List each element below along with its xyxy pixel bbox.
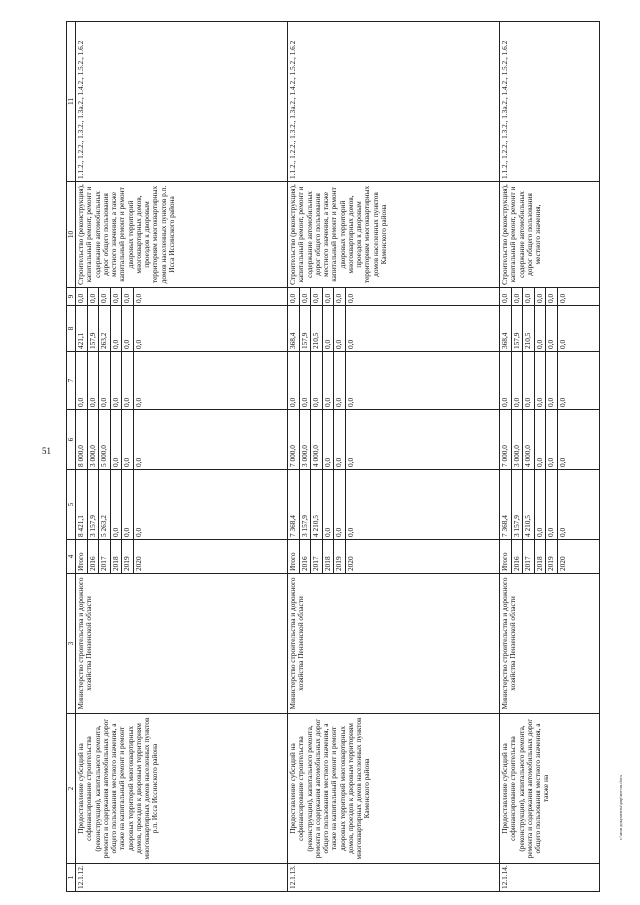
value-cell: 0,0 [334,410,346,469]
value-cell: 0,0 [122,288,134,305]
value-cell: 4 000,0 [311,410,323,469]
value-cell: 0,0 [557,339,567,349]
column-number: 1 [67,864,76,892]
value-cell: 0,0 [546,352,558,409]
value-cell: 0,0 [288,352,300,409]
value-cell: 157,9 [88,306,100,351]
row-id: 12.1.12. [76,864,288,892]
value-cell: 4 000,0 [523,410,535,469]
value-cell: 368,4 [500,306,512,351]
value-cell: 0,0 [288,288,300,305]
value-cell: 0,0 [557,457,567,467]
value-cell: 0,0 [546,306,558,351]
row-description: Предоставление субсидий на софинансирование строительства (реконструкции), капитального ремонта, ремонта и содержания автомобильных дорог общего пользования местного значения, а также на [500,714,600,864]
value-cell: 0,0 [88,288,100,305]
value-cell: 0,0 [111,470,123,539]
year-cell: 2017 [523,540,535,573]
column-number: 5 [67,470,76,540]
column-number: 7 [67,352,76,410]
value-cell: 0,0 [300,352,312,409]
row-years [288,540,500,574]
value-cell: 3 000,0 [300,410,312,469]
year-cell: 2020 [133,556,143,571]
value-cell: 4 210,5 [311,470,323,539]
row-local-funding [500,306,600,352]
value-cell: 8 000,0 [76,410,88,469]
rotated-table-container [66,22,598,892]
row-years [500,540,600,574]
row-federal-funding [500,352,600,410]
value-cell: 3 000,0 [512,410,524,469]
value-cell: 0,0 [323,306,335,351]
year-cell: 2019 [122,540,134,573]
year-cell: Итого [288,540,300,573]
year-cell: 2016 [88,540,100,573]
value-cell: 0,0 [557,293,567,303]
year-cell: 2020 [557,556,567,571]
row-other-funding [76,288,288,306]
value-cell: 0,0 [323,288,335,305]
value-cell: 0,0 [133,527,143,537]
value-cell: 0,0 [323,410,335,469]
value-cell: 8 421,1 [76,470,88,539]
value-cell: 5 000,0 [99,410,111,469]
value-cell: 7 000,0 [288,410,300,469]
row-executor: Министерство строительства и дорожного хозяйства Пензенской области [288,574,500,714]
row-federal-funding [76,352,288,410]
value-cell: 0,0 [88,352,100,409]
value-cell: 0,0 [133,293,143,303]
year-cell: 2016 [512,540,524,573]
row-local-funding [76,306,288,352]
value-cell: 0,0 [557,527,567,537]
value-cell: 0,0 [523,352,535,409]
value-cell: 4 210,5 [523,470,535,539]
year-cell: 2019 [546,540,558,573]
value-cell: 263,2 [99,306,111,351]
column-number: 9 [67,288,76,306]
row-result: Строительство (реконструкция), капитальный ремонт, ремонт и содержание автомобильных дорог общего пользования местного значения, [500,182,600,288]
value-cell: 0,0 [345,339,355,349]
value-cell: 0,0 [76,288,88,305]
row-indicators: 1.1.2., 1.2.2., 1.3.2., 1.3а.2., 1.4.2., 1.5.2., 1.6.2 [76,22,288,182]
row-id: 12.1.13. [288,864,500,892]
column-number: 4 [67,540,76,574]
row-result: Строительство (реконструкция), капитальный ремонт, ремонт и содержание автомобильных дорог общего пользования местного значения, а также капитальный ремонт и ремонт дворовых территорий многоквартирных домов, проездов к дворовым территориям многоквартирных домов населенных пунктов р.п. Исса Иссинского района [76,182,288,288]
row-executor: Министерство строительства и дорожного хозяйства Пензенской области [76,574,288,714]
value-cell: 0,0 [345,457,355,467]
value-cell: 0,0 [334,352,346,409]
value-cell: 0,0 [345,397,355,407]
value-cell: 0,0 [311,352,323,409]
row-result: Строительство (реконструкция), капитальный ремонт, ремонт и содержание автомобильных дорог общего пользования местного значения, а также капитальный ремонт и ремонт дворовых территорий многоквартирных домов, проездов к дворовым территориям многоквартирных домов населенных пунктов Каменского района [288,182,500,288]
column-number-row [67,22,76,892]
value-cell: 0,0 [133,397,143,407]
value-cell: 157,9 [300,306,312,351]
value-cell: 0,0 [535,288,547,305]
value-cell: 210,5 [523,306,535,351]
value-cell: 157,9 [512,306,524,351]
value-cell: 0,0 [500,352,512,409]
row-years [76,540,288,574]
year-cell: 2020 [345,556,355,571]
column-number: 2 [67,714,76,864]
row-description: Предоставление субсидий на софинансирование строительства (реконструкции), капитального ремонта, ремонта и содержания автомобильных дорог общего пользования местного значения, а также на капитальный ремонт и ремонт дворовых территорий многоквартирных домов, проездов к дворовым территориям многоквартирных домов населенных пунктов р.п. Исса Иссинского района [76,714,288,864]
row-other-funding [500,288,600,306]
value-cell: 3 157,9 [88,470,100,539]
page-number: 51 [42,446,51,456]
row-regional-funding [288,410,500,470]
value-cell: 7 000,0 [500,410,512,469]
value-cell: 0,0 [345,293,355,303]
row-total-funding [76,470,288,540]
column-number: 11 [67,22,76,182]
value-cell: 3 000,0 [88,410,100,469]
year-cell: 2018 [323,540,335,573]
value-cell: 0,0 [546,470,558,539]
year-cell: 2017 [99,540,111,573]
row-regional-funding [500,410,600,470]
value-cell: 0,0 [323,470,335,539]
year-cell: 2018 [111,540,123,573]
value-cell: 0,0 [500,288,512,305]
row-executor: Министерство строительства и дорожного хозяйства Пензенской области [500,574,600,714]
row-federal-funding [288,352,500,410]
row-other-funding [288,288,500,306]
value-cell: 0,0 [535,470,547,539]
value-cell: 5 263,2 [99,470,111,539]
value-cell: 0,0 [122,410,134,469]
value-cell: 0,0 [535,352,547,409]
value-cell: 0,0 [512,352,524,409]
value-cell: 0,0 [535,306,547,351]
footer-file-path: c:\мои документы\рпр\мп-пп.docx [618,774,623,840]
value-cell: 0,0 [311,288,323,305]
value-cell: 0,0 [122,470,134,539]
table-row [76,22,288,892]
year-cell: 2019 [334,540,346,573]
year-cell: 2018 [535,540,547,573]
value-cell: 0,0 [523,288,535,305]
row-description: Предоставление субсидий на софинансирование строительства (реконструкции), капитального ремонта, ремонта и содержания автомобильных дорог общего пользования местного значения, а также на капитальный ремонт и ремонт дворовых территорий многоквартирных домов, проездов к дворовым территориям многоквартирных домов населенных пунктов Каменского района [288,714,500,864]
value-cell: 0,0 [512,288,524,305]
value-cell: 0,0 [557,397,567,407]
year-cell: 2016 [300,540,312,573]
row-local-funding [288,306,500,352]
value-cell: 0,0 [300,288,312,305]
value-cell: 0,0 [99,352,111,409]
row-total-funding [288,470,500,540]
row-total-funding [500,470,600,540]
value-cell: 0,0 [345,527,355,537]
column-number: 6 [67,410,76,470]
value-cell: 0,0 [334,470,346,539]
value-cell: 0,0 [133,339,143,349]
year-cell: 2017 [311,540,323,573]
row-id: 12.1.14. [500,864,600,892]
value-cell: 3 157,9 [300,470,312,539]
row-indicators: 1.1.2., 1.2.2., 1.3.2., 1.3а.2., 1.4.2., 1.5.2., 1.6.2 [500,22,600,182]
value-cell: 0,0 [133,457,143,467]
value-cell: 0,0 [535,410,547,469]
value-cell: 421,1 [76,306,88,351]
value-cell: 0,0 [111,288,123,305]
column-number: 3 [67,574,76,714]
value-cell: 0,0 [76,352,88,409]
value-cell: 7 368,4 [500,470,512,539]
value-cell: 0,0 [546,288,558,305]
program-table [66,21,600,892]
value-cell: 0,0 [99,288,111,305]
value-cell: 0,0 [111,352,123,409]
value-cell: 7 368,4 [288,470,300,539]
value-cell: 3 157,9 [512,470,524,539]
year-cell: Итого [500,540,512,573]
value-cell: 0,0 [122,352,134,409]
value-cell: 0,0 [111,410,123,469]
row-regional-funding [76,410,288,470]
value-cell: 0,0 [122,306,134,351]
value-cell: 0,0 [546,410,558,469]
value-cell: 0,0 [334,288,346,305]
value-cell: 210,5 [311,306,323,351]
column-number: 8 [67,306,76,352]
table-row [288,22,500,892]
value-cell: 0,0 [334,306,346,351]
column-number: 10 [67,182,76,288]
value-cell: 0,0 [323,352,335,409]
table-row [500,22,600,892]
year-cell: Итого [76,540,88,573]
row-indicators: 1.1.2., 1.2.2., 1.3.2., 1.3а.2., 1.4.2., 1.5.2., 1.6.2 [288,22,500,182]
value-cell: 368,4 [288,306,300,351]
value-cell: 0,0 [111,306,123,351]
